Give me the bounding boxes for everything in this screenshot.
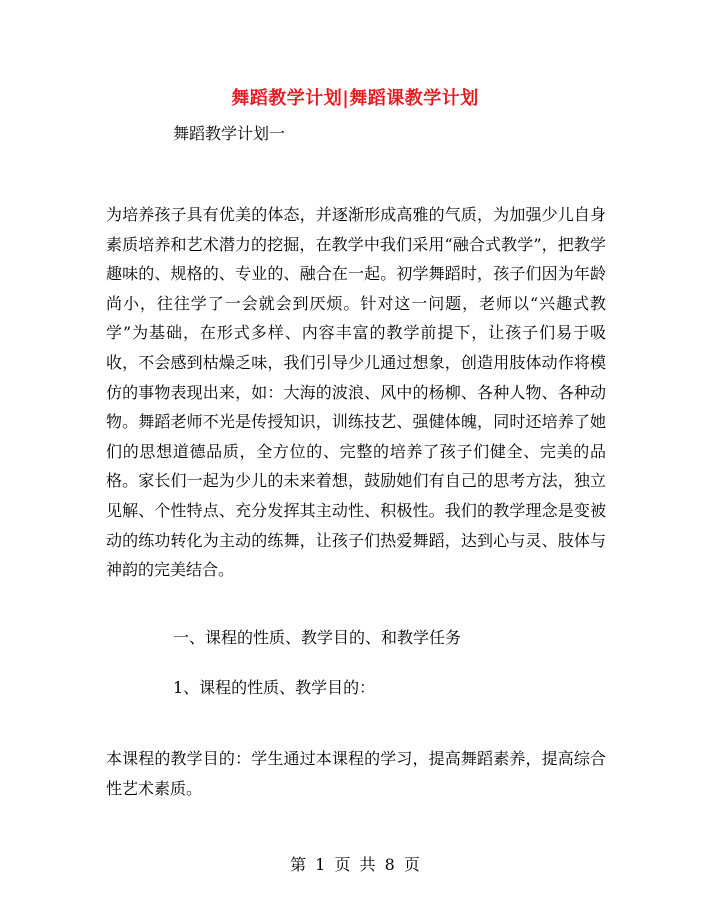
intro-paragraph: 为培养孩子具有优美的体态，并逐渐形成高雅的气质，为加强少儿自身素质培养和艺术潜力的挖掘，在教学中我们采用“融合式教学”，把教学趣味的、规格的、专业的、融合在一起。初学舞蹈时，孩子们因为年龄尚小，往往学了一会就会到厌烦。针对这一问题，老师以“兴趣式教学”为基础，在形式多样、内容丰富的教学前提下，让孩子们易于吸收，不会感到枯燥乏味，我们引导少儿通过想象，创造用肢体动作将模仿的事物表现出来，如：大海的波浪、风中的杨柳、各种人物、各种动物。舞蹈老师不光是传授知识，训练技艺、强健体魄，同时还培养了她们的思想道德品质，全方位的、完整的培养了孩子们健全、完美的品格。家长们一起为少儿的未来着想，鼓励她们有自己的思考方法，独立见解、个性特点、充分发挥其主动性、积极性。我们的教学理念是变被动的练功转化为主动的练舞，让孩子们热爱舞蹈，达到心与灵、肢体与神韵的完美结合。 [106, 205, 606, 580]
objective-paragraph: 本课程的教学目的：学生通过本课程的学习，提高舞蹈素养，提高综合性艺术素质。 [106, 749, 606, 798]
page-number-footer: 第 1 页 共 8 页 [290, 855, 420, 874]
section-heading-course: 一、课程的性质、教学目的、和教学任务 [173, 628, 462, 647]
subsection-heading-nature: 1、课程的性质、教学目的： [173, 678, 376, 697]
document-title: 舞蹈教学计划|舞蹈课教学计划 [231, 88, 479, 109]
section-subheading: 舞蹈教学计划一 [173, 124, 286, 143]
